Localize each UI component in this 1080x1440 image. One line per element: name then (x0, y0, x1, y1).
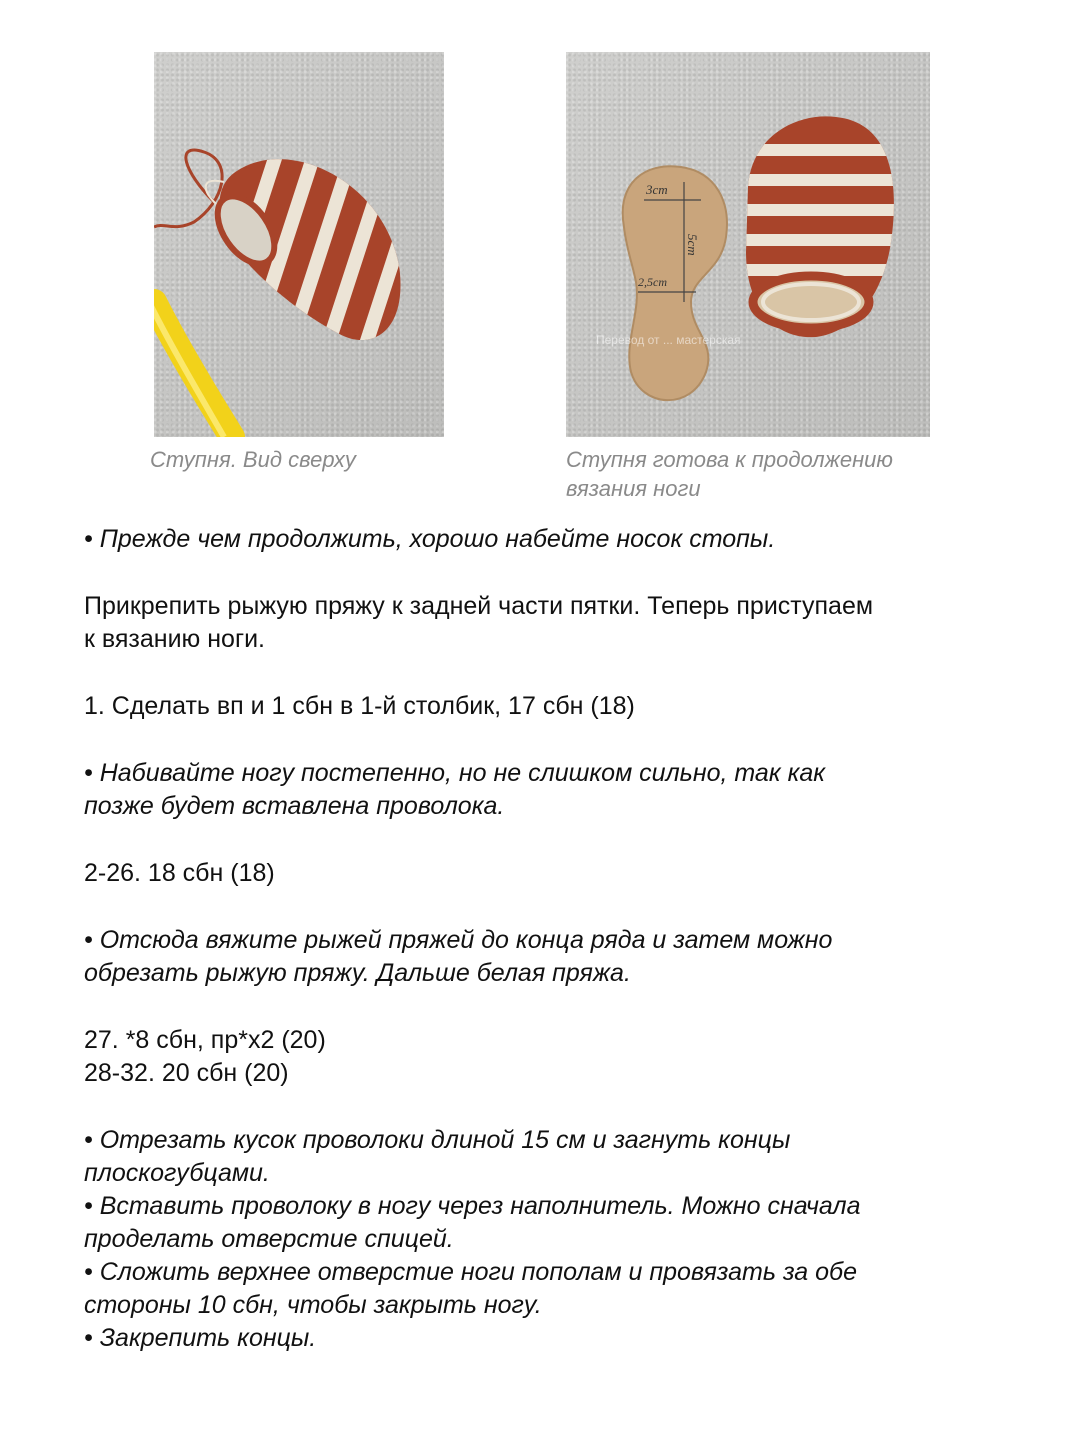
note-stuff-toe (84, 523, 1024, 556)
note-stuff-gradually (84, 757, 1024, 823)
row-1-text: 1. Сделать вп и 1 сбн в 1-й столбик, 17 сбн (18) (84, 692, 635, 720)
template-label-5cm: 5cm (685, 234, 700, 256)
note-insert-wire-line1: • Вставить проволоку в ногу через наполнитель. Можно сначала (84, 1192, 861, 1220)
note-stuff-gradually-line1: • Набивайте ногу постепенно, но не слишком сильно, так как (84, 759, 826, 787)
photo-foot-ready (566, 52, 930, 437)
note-fasten-ends: • Закрепить концы. (84, 1324, 317, 1352)
note-close-leg-line2: стороны 10 сбн, чтобы закрыть ногу. (84, 1291, 542, 1319)
notes-wire-steps (84, 1124, 1024, 1355)
row-27-text: 27. *8 сбн, пр*x2 (20) (84, 1026, 326, 1054)
rows-27-32 (84, 1024, 1024, 1090)
note-cut-rust-yarn (84, 924, 1024, 990)
note-close-leg-line1: • Сложить верхнее отверстие ноги пополам и провязать за обе (84, 1258, 858, 1286)
caption-foot-ready-line1: Ступня готова к продолжению (566, 447, 893, 472)
paragraph-attach-yarn-line1: Прикрепить рыжую пряжу к задней части пятки. Теперь приступаем (84, 592, 874, 620)
photo-foot-top-view (154, 52, 444, 437)
template-label-25cm: 2,5cm (638, 275, 667, 289)
note-cut-rust-yarn-line1: • Отсюда вяжите рыжей пряжей до конца ряда и затем можно (84, 926, 833, 954)
row-2-26-text: 2-26. 18 сбн (18) (84, 859, 275, 887)
row-2-26 (84, 857, 1024, 890)
row-28-32-text: 28-32. 20 сбн (20) (84, 1059, 289, 1087)
figure-foot-ready (566, 52, 930, 503)
note-insert-wire-line2: проделать отверстие спицей. (84, 1225, 454, 1253)
note-stuff-gradually-line2: позже будет вставлена проволока. (84, 792, 505, 820)
caption-foot-ready-line2: вязания ноги (566, 476, 701, 501)
note-cut-wire-line2: плоскогубцами. (84, 1159, 270, 1187)
figure-foot-top-view (150, 52, 444, 474)
note-stuff-toe-text: • Прежде чем продолжить, хорошо набейте носок стопы. (84, 525, 776, 553)
note-cut-wire-line1: • Отрезать кусок проволоки длиной 15 см и загнуть концы (84, 1126, 791, 1154)
note-cut-rust-yarn-line2: обрезать рыжую пряжу. Дальше белая пряжа. (84, 959, 631, 987)
row-1 (84, 690, 1024, 723)
template-label-3cm: 3cm (646, 182, 668, 197)
caption-foot-ready (566, 445, 930, 503)
caption-foot-top-view: Ступня. Вид сверху (150, 447, 356, 472)
paragraph-attach-yarn (84, 590, 1024, 656)
paragraph-attach-yarn-line2: к вязанию ноги. (84, 625, 265, 653)
watermark: Перевод от ... мастерская (596, 333, 741, 347)
